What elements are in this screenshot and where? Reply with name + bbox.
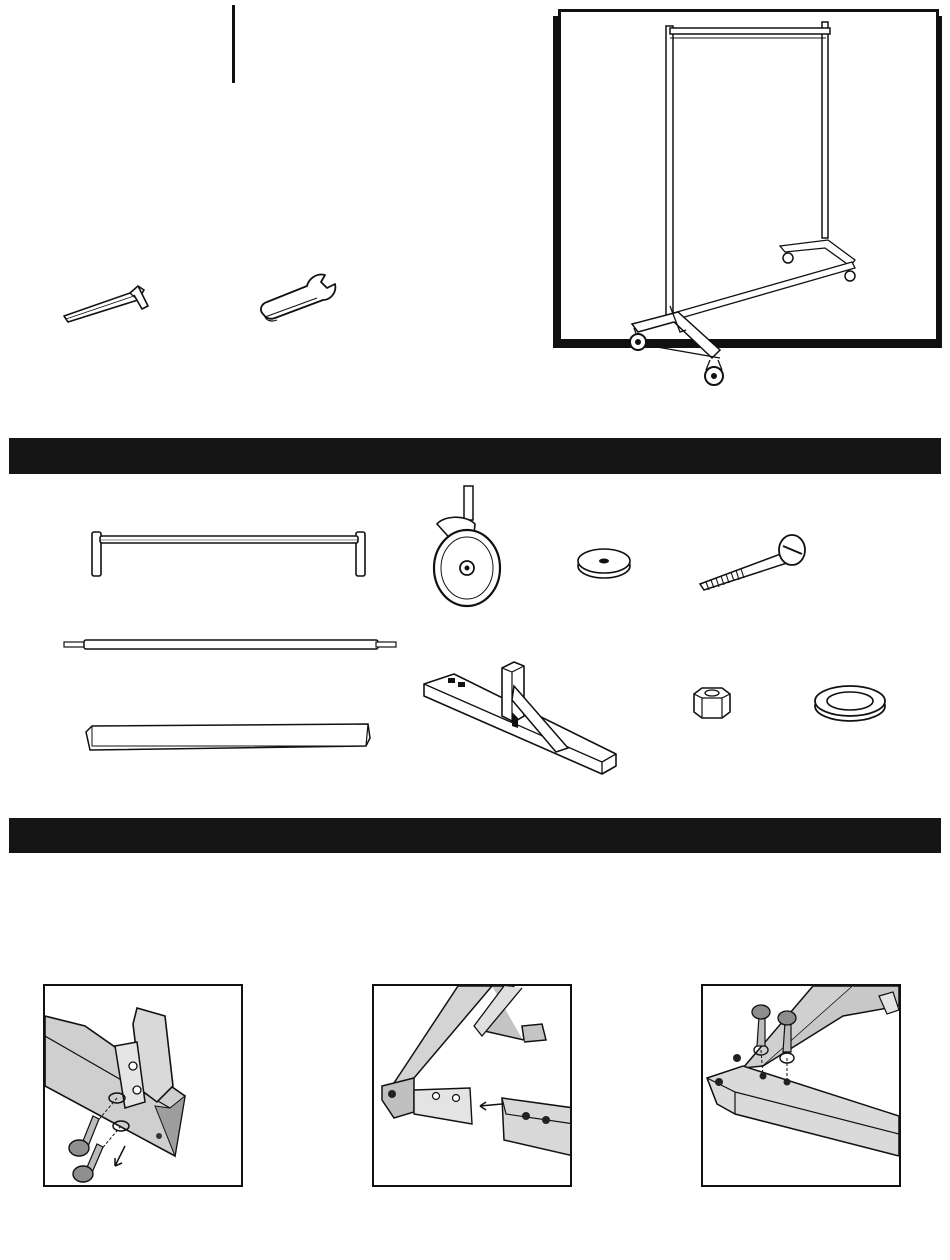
step-insert-crossbar-icon [374,986,570,1185]
ring-washer-icon [810,682,890,724]
crossbar-tube-icon [82,720,377,756]
step-secure-bolts-icon [703,986,899,1185]
header-divider [232,5,235,83]
wrench-icon [255,270,345,325]
parts-section-label [9,446,23,466]
step-1-frame [43,984,243,1187]
hex-nut-icon [690,684,735,722]
flat-washer-disc-icon [574,546,634,582]
assembly-section-band [9,818,941,853]
garment-rack-icon [600,14,900,394]
top-hanging-bar-icon [88,528,378,580]
parts-section-band [9,438,941,474]
assembly-section-label [9,826,23,846]
bolt-icon [690,532,810,592]
step-3-frame [701,984,901,1187]
allen-key-icon [58,278,153,323]
extension-rod-icon [60,636,400,654]
base-leg-upright-icon [418,656,623,781]
step-bolt-upright-icon [45,986,241,1185]
step-2-frame [372,984,572,1187]
caster-wheel-icon [425,484,510,609]
